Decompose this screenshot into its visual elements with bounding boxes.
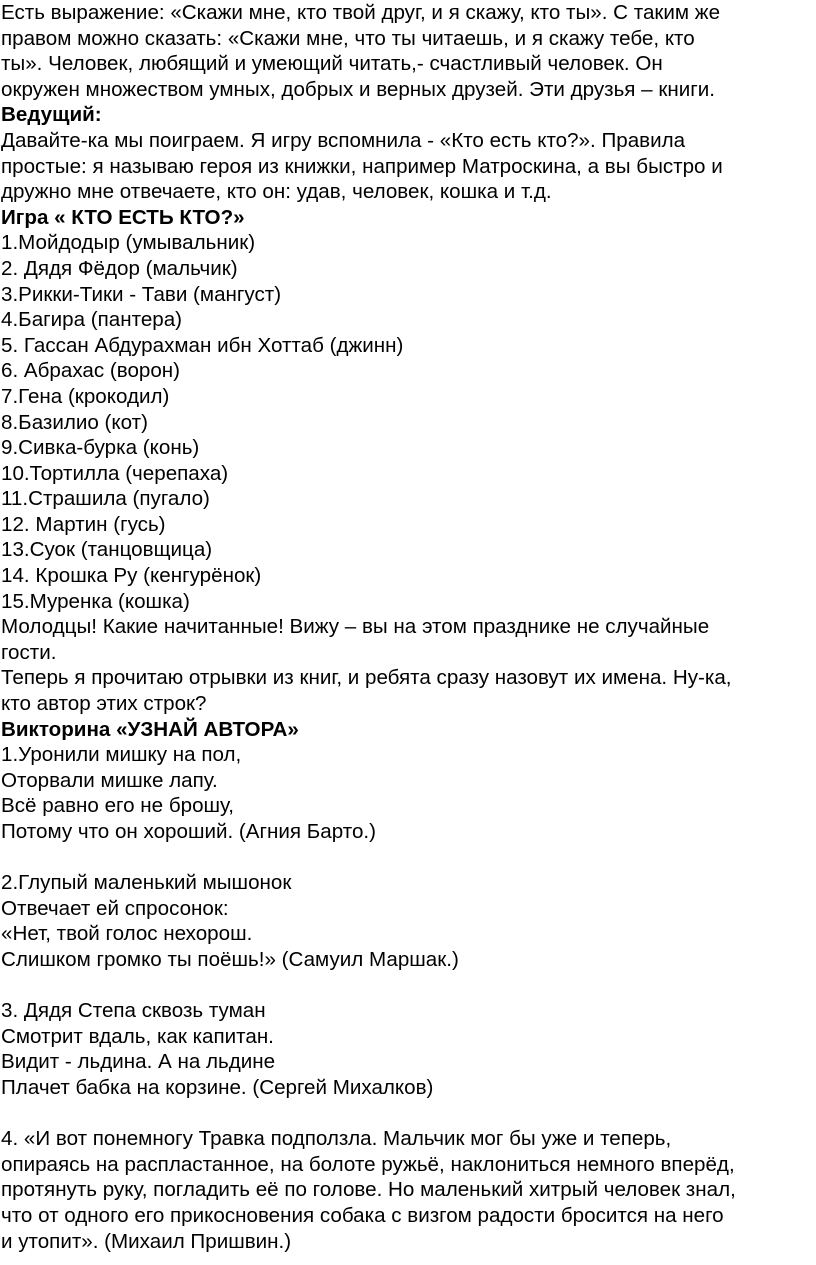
verse-line: Отвечает ей спросонок: (1, 896, 229, 920)
prose-line: опираясь на распластанное, на болоте ружьё, наклониться немного вперёд, (1, 1152, 735, 1176)
text-line: Давайте-ка мы поиграем. Я игру вспомнила - «Кто есть кто?». Правила (1, 128, 686, 152)
paragraph-gap (1, 845, 816, 871)
prose-line: протянуть руку, погладить её по голове. Но маленький хитрый человек знал, (1, 1178, 736, 1202)
verse-line: Смотрит вдаль, как капитан. (1, 1024, 274, 1048)
text-line: дружно мне отвечаете, кто он: удав, человек, кошка и т.д. (1, 180, 552, 204)
quiz-item (1, 870, 816, 972)
list-item: 4.Багира (пантера) (1, 308, 183, 332)
list-item: 6. Абрахас (ворон) (1, 359, 181, 383)
praise-paragraph (1, 614, 816, 716)
prose-line: и утопит». (Михаил Пришвин.) (1, 1229, 292, 1253)
paragraph-gap (1, 1101, 816, 1127)
verse-line: Потому что он хороший. (Агния Барто.) (1, 820, 376, 843)
list-item: 13.Суок (танцовщица) (1, 538, 213, 562)
list-item: 1.Мойдодыр (умывальник) (1, 231, 256, 255)
list-item: 12. Мартин (гусь) (1, 512, 166, 536)
list-item: 10.Тортилла (черепаха) (1, 461, 229, 485)
text-line: простые: я называю героя из книжки, например Матроскина, а вы быстро и (1, 154, 723, 178)
text-line: Есть выражение: «Скажи мне, кто твой друг, и я скажу, кто ты». С таким же (1, 1, 721, 24)
paragraph-gap (1, 973, 816, 999)
list-item: 5. Гассан Абдурахман ибн Хоттаб (джинн) (1, 333, 404, 357)
quiz-title: Викторина «УЗНАЙ АВТОРА» (1, 717, 299, 741)
text-line: Теперь я прочитаю отрывки из книг, и ребята сразу назовут их имена. Ну-ка, (1, 666, 732, 690)
list-item: 11.Страшила (пугало) (1, 487, 210, 511)
text-line: кто автор этих строк? (1, 692, 207, 716)
host-label: Ведущий: (1, 103, 102, 127)
list-item: 7.Гена (крокодил) (1, 384, 170, 408)
list-item: 3.Рикки-Тики - Тави (мангуст) (1, 282, 282, 306)
text-line: окружен множеством умных, добрых и верных друзей. Эти друзья – книги. (1, 77, 715, 101)
verse-line: Оторвали мишке лапу. (1, 768, 218, 792)
text-line: ты». Человек, любящий и умеющий читать,- счастливый человек. Он (1, 52, 663, 76)
quiz-item (1, 998, 816, 1100)
list-item: 15.Муренка (кошка) (1, 589, 190, 613)
quiz-item (1, 1126, 816, 1254)
text-line: Молодцы! Какие начитанные! Вижу – вы на этом празднике не случайные (1, 615, 710, 639)
verse-line: Всё равно его не брошу, (1, 794, 235, 818)
intro-paragraph (1, 0, 816, 102)
host-paragraph (1, 128, 816, 205)
prose-line: 4. «И вот понемногу Травка подползла. Мальчик мог бы уже и теперь, (1, 1127, 672, 1151)
text-line: гости. (1, 640, 57, 664)
list-item: 14. Крошка Ру (кенгурёнок) (1, 564, 262, 588)
verse-line: 3. Дядя Степа сквозь туман (1, 999, 266, 1023)
verse-line: 2.Глупый маленький мышонок (1, 871, 292, 895)
list-item: 8.Базилио (кот) (1, 410, 148, 434)
verse-line: Видит - льдина. А на льдине (1, 1050, 276, 1074)
verse-line: Плачет бабка на корзине. (Сергей Михалков) (1, 1075, 434, 1099)
verse-line: 1.Уронили мишку на пол, (1, 743, 242, 767)
verse-line: «Нет, твой голос нехорош. (1, 922, 253, 946)
list-item: 9.Сивка-бурка (конь) (1, 436, 200, 460)
list-item: 2. Дядя Фёдор (мальчик) (1, 256, 238, 280)
quiz-item (1, 742, 816, 844)
prose-line: что от одного его прикосновения собака с визгом радости бросится на него (1, 1203, 724, 1227)
verse-line: Слишком громко ты поёшь!» (Самуил Маршак.) (1, 947, 459, 971)
game-list (1, 230, 816, 614)
text-line: правом можно сказать: «Скажи мне, что ты читаешь, и я скажу тебе, кто (1, 26, 695, 50)
game-title: Игра « КТО ЕСТЬ КТО?» (1, 205, 245, 229)
